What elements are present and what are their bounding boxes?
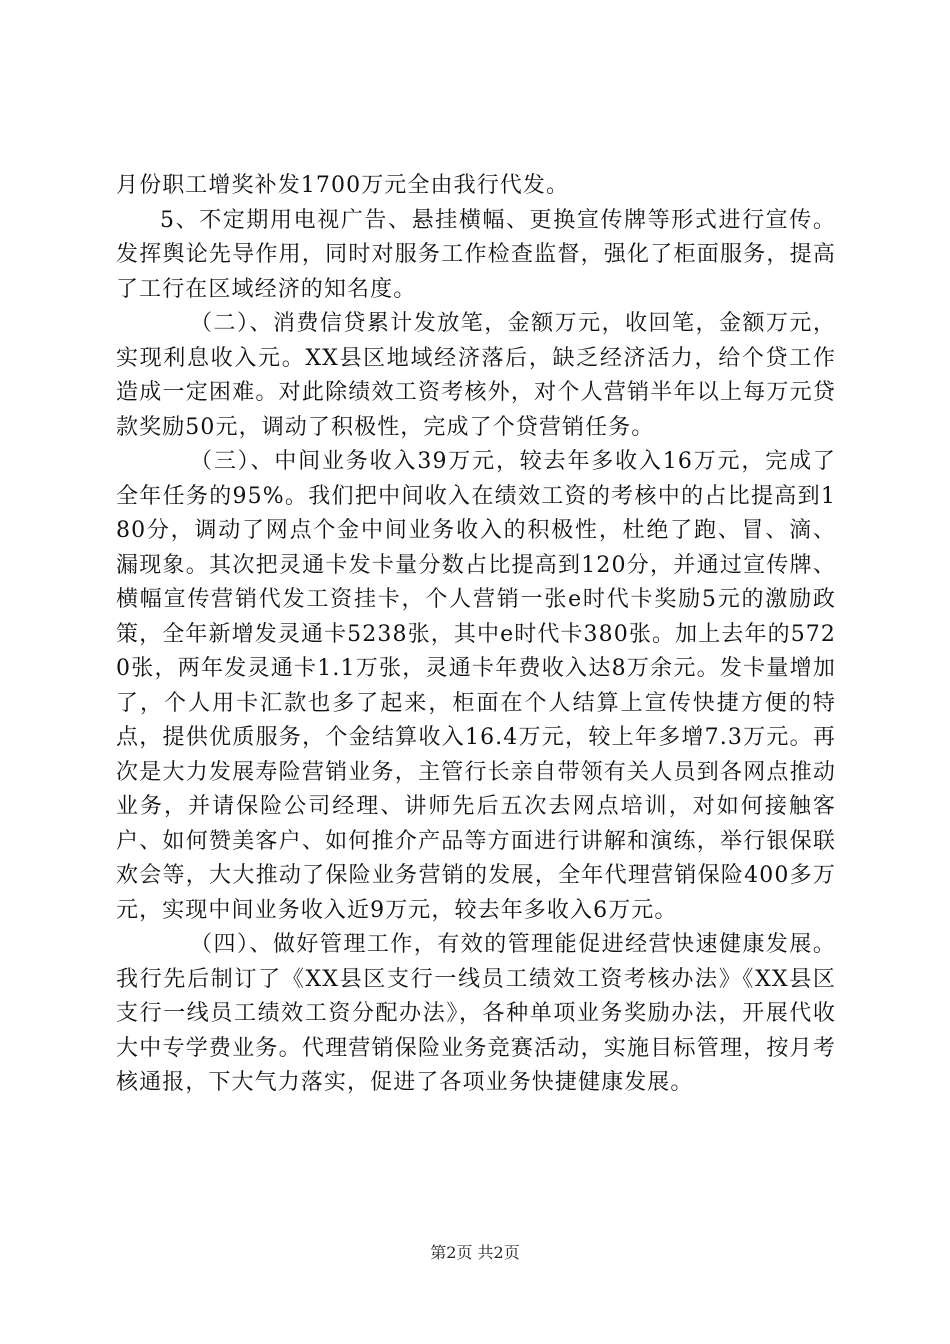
paragraph-section-2: （二）、消费信贷累计发放笔，金额万元，收回笔，金额万元，实现利息收入元。XX县区地域经济落后，缺乏经济活力，给个贷工作造成一定困难。对此除绩效工资考核外，对个人营销半年以上每万元贷款奖励50元，调动了积极性，完成了个贷营销任务。 (116, 311, 836, 440)
paragraph-section-3: （三）、中间业务收入39万元，较去年多收入16万元，完成了全年任务的95%。我们把中间收入在绩效工资的考核中的占比提高到180分，调动了网点个金中间业务收入的积极性，杜绝了跑、冒、滴、漏现象。其次把灵通卡发卡量分数占比提高到120分，并通过宣传牌、横幅宣传营销代发工资挂卡，个人营销一张e时代卡奖励5元的激励政策，全年新增发灵通卡5238张，其中e时代卡380张。加上去年的5720张，两年发灵通卡1.1万张，灵通卡年费收入达8万余元。发卡量增加了，个人用卡汇款也多了起来，柜面在个人结算上宣传快捷方便的特点，提供优质服务，个金结算收入16.4万元，较上年多增7.3万元。再次是大力发展寿险营销业务，主管行长亲自带领有关人员到各网点推动业务，并请保险公司经理、讲师先后五次去网点培训，对如何接触客户、如何赞美客户、如何推介产品等方面进行讲解和演练，举行银保联欢会等，大大推动了保险业务营销的发展，全年代理营销保险400多万元，实现中间业务收入近9万元，较去年多收入6万元。 (116, 449, 836, 923)
page-footer: 第2页 共2页 (430, 1243, 520, 1262)
document-body (116, 169, 836, 1101)
paragraph-item-5: 5、不定期用电视广告、悬挂横幅、更换宣传牌等形式进行宣传。发挥舆论先导作用，同时对服务工作检查监督，强化了柜面服务，提高了工行在区域经济的知名度。 (116, 207, 836, 302)
paragraph-section-4: （四）、做好管理工作，有效的管理能促进经营快速健康发展。我行先后制订了《XX县区支行一线员工绩效工资考核办法》《XX县区支行一线员工绩效工资分配办法》，各种单项业务奖励办法，开展代收大中专学费业务。代理营销保险业务竞赛活动，实施目标管理，按月考核通报，下大气力落实，促进了各项业务快捷健康发展。 (116, 932, 836, 1095)
paragraph-continuation: 月份职工增奖补发1700万元全由我行代发。 (116, 173, 570, 198)
